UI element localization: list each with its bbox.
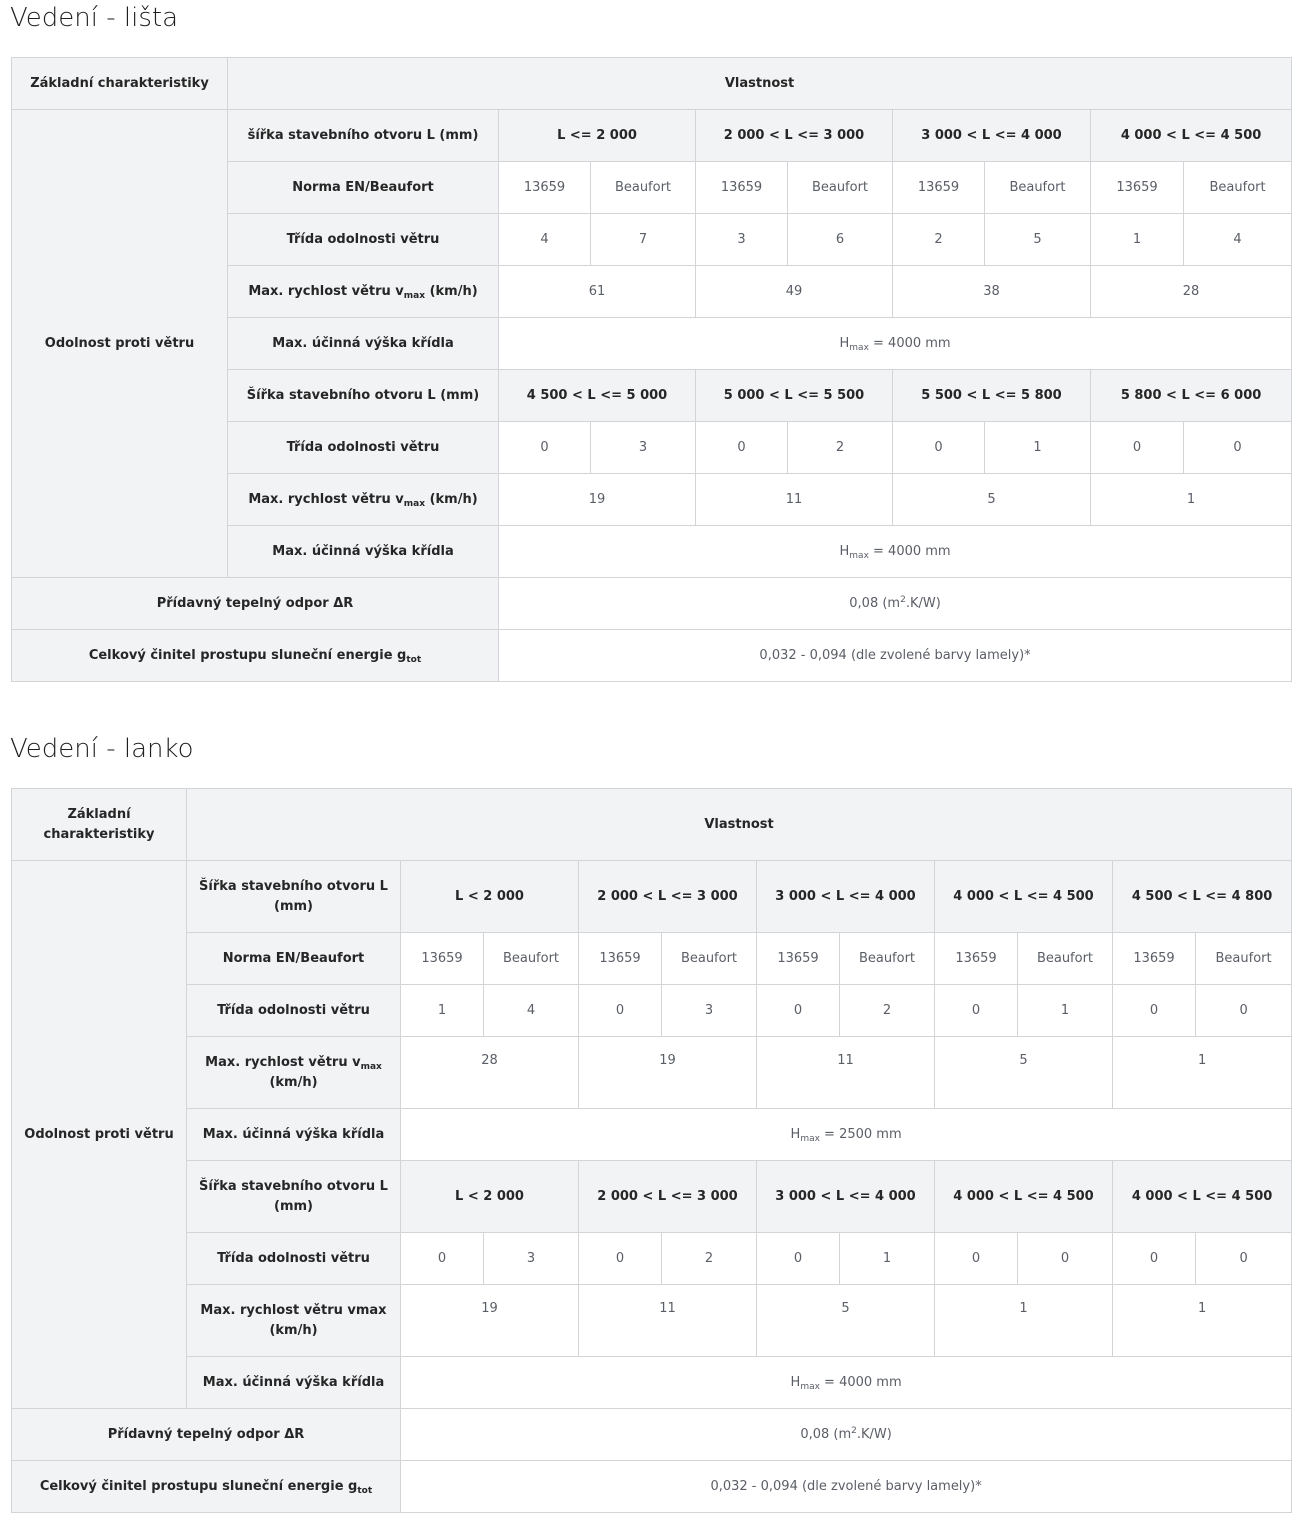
row-label [187,1037,401,1109]
range-header: 5 800 < L <= 6 000 [1091,370,1292,422]
range-header: 2 000 < L <= 3 000 [696,110,893,162]
odolnost-label: Odolnost proti větru [12,861,187,1409]
range-header: 4 000 < L <= 4 500 [935,861,1113,933]
hmax-cell [401,1109,1292,1161]
tepelny-label: Přídavný tepelný odpor ΔR [12,578,499,630]
cinitel-text: Celkový činitel prostupu sluneční energie g [88,647,407,663]
rychlost-cell: 38 [893,266,1091,318]
rychlost-cell: 28 [1091,266,1292,318]
table-row [12,861,1292,933]
table-row [12,630,1292,682]
rychlost-cell: 1 [1113,1285,1292,1357]
range-header: 2 000 < L <= 3 000 [579,861,757,933]
row-label: Třída odolnosti větru [228,214,499,266]
trida-cell: 0 [499,422,591,474]
trida-cell: 1 [1018,985,1113,1037]
rychlost-cell: 1 [1113,1037,1292,1109]
vlastnost-header: Vlastnost [228,58,1292,110]
trida-cell: 0 [1184,422,1292,474]
table-row [12,1285,1292,1357]
hmax-value: = 2500 mm [819,1126,902,1142]
trida-cell: 0 [579,985,662,1037]
row-label: Max. účinná výška křídla [187,1357,401,1409]
norma-cell: 13659 [696,162,788,214]
cinitel-text: Celkový činitel prostupu sluneční energie g [39,1478,358,1494]
row-label [228,266,499,318]
trida-cell: 2 [893,214,985,266]
norma-cell: 13659 [757,933,840,985]
trida-cell: 0 [401,1233,484,1285]
cinitel-sub: tot [357,1485,373,1496]
trida-cell: 2 [662,1233,757,1285]
table-row [12,578,1292,630]
cinitel-value: 0,032 - 0,094 (dle zvolené barvy lamely)* [401,1461,1292,1513]
range-header: 4 500 < L <= 5 000 [499,370,696,422]
range-header: L <= 2 000 [499,110,696,162]
row-label: Max. účinná výška křídla [228,318,499,370]
row-label [228,474,499,526]
row-label: Max. účinná výška křídla [228,526,499,578]
trida-cell: 4 [484,985,579,1037]
tepelny-value [401,1409,1292,1461]
trida-cell: 1 [401,985,484,1037]
hmax-cell [499,318,1292,370]
trida-cell: 0 [757,985,840,1037]
tepelny-value-b: .K/W) [905,595,941,611]
trida-cell: 0 [1091,422,1184,474]
odolnost-label: Odolnost proti větru [12,110,228,578]
cinitel-label [12,630,499,682]
trida-cell: 1 [1091,214,1184,266]
rychlost-cell: 5 [935,1037,1113,1109]
row-label: Šířka stavebního otvoru L (mm) [228,370,499,422]
hmax-value: = 4000 mm [819,1374,902,1390]
norma-cell: 13659 [579,933,662,985]
col-header: Základní charakteristiky [12,58,228,110]
cinitel-sub: tot [406,654,422,665]
table-row [12,1109,1292,1161]
trida-cell: 0 [1196,1233,1292,1285]
norma-cell: Beaufort [1184,162,1292,214]
norma-cell: Beaufort [662,933,757,985]
row-label: Třída odolnosti větru [228,422,499,474]
row-label: šířka stavebního otvoru L (mm) [228,110,499,162]
range-header: L < 2 000 [401,1161,579,1233]
table-row [12,1357,1292,1409]
rychlost-sub: max [403,498,426,509]
row-label: Třída odolnosti větru [187,985,401,1037]
range-header: 4 000 < L <= 4 500 [1113,1161,1292,1233]
tepelny-sup: 2 [900,594,906,605]
rychlost-sub: max [360,1061,382,1072]
norma-cell: Beaufort [484,933,579,985]
range-header: 5 500 < L <= 5 800 [893,370,1091,422]
table-row [12,1037,1292,1109]
rychlost-cell: 19 [499,474,696,526]
hmax-sub: max [800,1381,820,1392]
rychlost-cell: 5 [893,474,1091,526]
trida-cell: 1 [985,422,1091,474]
rychlost-sub: max [403,290,426,301]
range-header: 5 000 < L <= 5 500 [696,370,893,422]
tepelny-sup: 2 [851,1425,857,1436]
trida-cell: 0 [757,1233,840,1285]
norma-cell: 13659 [935,933,1018,985]
trida-cell: 4 [1184,214,1292,266]
trida-cell: 0 [935,985,1018,1037]
tepelny-label: Přídavný tepelný odpor ΔR [12,1409,401,1461]
range-header: 3 000 < L <= 4 000 [757,1161,935,1233]
tepelny-value-a: 0,08 (m [849,595,901,611]
trida-cell: 6 [788,214,893,266]
rychlost-cell: 5 [757,1285,935,1357]
hmax-letter: H [790,1374,801,1390]
norma-cell: 13659 [499,162,591,214]
trida-cell: 0 [1196,985,1292,1037]
cinitel-label [12,1461,401,1513]
hmax-letter: H [839,335,850,351]
rychlost-cell: 19 [579,1037,757,1109]
table-row [12,933,1292,985]
norma-cell: Beaufort [591,162,696,214]
range-header: 4 500 < L <= 4 800 [1113,861,1292,933]
row-label: Šířka stavebního otvoru L (mm) [187,861,401,933]
hmax-sub: max [800,1133,820,1144]
hmax-cell [401,1357,1292,1409]
trida-cell: 7 [591,214,696,266]
row-label: Norma EN/Beaufort [187,933,401,985]
table-row [12,789,1292,861]
trida-cell: 0 [1113,1233,1196,1285]
table-row [12,1233,1292,1285]
norma-cell: Beaufort [985,162,1091,214]
rychlost-cell: 28 [401,1037,579,1109]
hmax-letter: H [790,1126,801,1142]
trida-cell: 3 [484,1233,579,1285]
range-header: 4 000 < L <= 4 500 [1091,110,1292,162]
trida-cell: 1 [840,1233,935,1285]
cinitel-value: 0,032 - 0,094 (dle zvolené barvy lamely)* [499,630,1292,682]
table-row [12,1461,1292,1513]
table-row [12,1409,1292,1461]
range-header: 4 000 < L <= 4 500 [935,1161,1113,1233]
row-label: Třída odolnosti větru [187,1233,401,1285]
trida-cell: 4 [499,214,591,266]
norma-cell: Beaufort [840,933,935,985]
trida-cell: 5 [985,214,1091,266]
spec-table-lanko [11,788,1292,1513]
trida-cell: 0 [696,422,788,474]
rychlost-cell: 1 [1091,474,1292,526]
norma-cell: 13659 [401,933,484,985]
hmax-value: = 4000 mm [868,543,951,559]
range-header: L < 2 000 [401,861,579,933]
trida-cell: 0 [935,1233,1018,1285]
table-row [12,58,1292,110]
tepelny-value-b: .K/W) [856,1426,892,1442]
norma-cell: 13659 [1113,933,1196,985]
rychlost-text: Max. rychlost větru v [248,283,404,299]
hmax-sub: max [849,550,869,561]
section-title-lanko: Vedení - lanko [10,734,194,764]
rychlost-text: Max. rychlost větru v [248,491,404,507]
rychlost-cell: 1 [935,1285,1113,1357]
table-row [12,110,1292,162]
col-header: Základní charakteristiky [12,789,187,861]
hmax-sub: max [849,342,869,353]
rychlost-cell: 11 [757,1037,935,1109]
trida-cell: 0 [1018,1233,1113,1285]
table-row [12,985,1292,1037]
section-title-lista: Vedení - lišta [10,3,178,33]
rychlost-cell: 49 [696,266,893,318]
trida-cell: 0 [1113,985,1196,1037]
trida-cell: 3 [591,422,696,474]
trida-cell: 2 [788,422,893,474]
hmax-value: = 4000 mm [868,335,951,351]
rychlost-cell: 11 [696,474,893,526]
row-label: Norma EN/Beaufort [228,162,499,214]
rychlost-cell: 11 [579,1285,757,1357]
rychlost-cell: 19 [401,1285,579,1357]
trida-cell: 2 [840,985,935,1037]
hmax-letter: H [839,543,850,559]
tepelny-value [499,578,1292,630]
row-label: Max. rychlost větru vmax (km/h) [187,1285,401,1357]
rychlost-unit: (km/h) [425,491,478,507]
trida-cell: 3 [696,214,788,266]
range-header: 3 000 < L <= 4 000 [893,110,1091,162]
row-label: Max. účinná výška křídla [187,1109,401,1161]
norma-cell: Beaufort [1018,933,1113,985]
row-label: Šířka stavebního otvoru L (mm) [187,1161,401,1233]
hmax-cell [499,526,1292,578]
table-row [12,1161,1292,1233]
rychlost-unit: (km/h) [269,1074,318,1090]
spec-table-lista [11,57,1292,682]
range-header: 3 000 < L <= 4 000 [757,861,935,933]
trida-cell: 0 [893,422,985,474]
norma-cell: Beaufort [1196,933,1292,985]
norma-cell: 13659 [1091,162,1184,214]
rychlost-cell: 61 [499,266,696,318]
trida-cell: 3 [662,985,757,1037]
vlastnost-header: Vlastnost [187,789,1292,861]
rychlost-unit: (km/h) [425,283,478,299]
trida-cell: 0 [579,1233,662,1285]
rychlost-text: Max. rychlost větru v [205,1054,361,1070]
range-header: 2 000 < L <= 3 000 [579,1161,757,1233]
norma-cell: Beaufort [788,162,893,214]
tepelny-value-a: 0,08 (m [800,1426,852,1442]
norma-cell: 13659 [893,162,985,214]
